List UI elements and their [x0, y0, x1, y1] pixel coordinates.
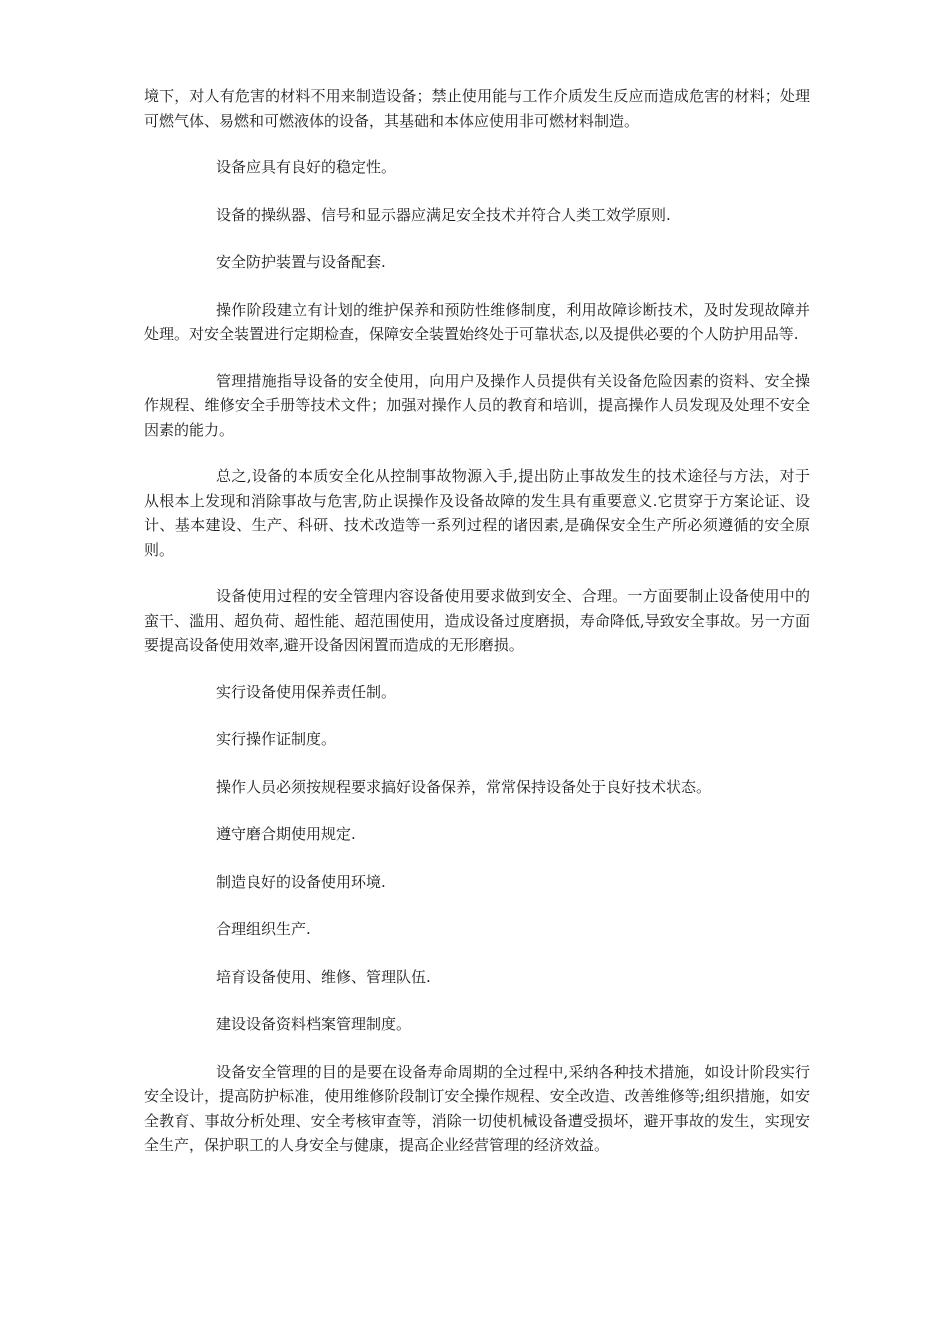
paragraph-maintenance-rules: 操作人员必须按规程要求搞好设备保养，常常保持设备处于良好技术状态。 [216, 777, 712, 796]
document-body [144, 84, 810, 1180]
paragraph-responsibility-system: 实行设备使用保养责任制。 [216, 682, 397, 701]
paragraph-team-training: 培育设备使用、维修、管理队伍. [216, 967, 431, 986]
paragraph-safety-purpose: 设备安全管理的目的是要在设备寿命周期的全过程中,采纳各种技术措施，如设计阶段实行安全设计，提高防护标准，使用维修阶段制订安全操作规程、安全改造、改善维修等;组织措施，如安全教育、事故分析处理、安全考核审查等，消除一切使机械设备遭受损坏，避开事故的发生，实现安全生产，保护职工的人身安全与健康，提高企业经营管理的经济效益。 [144, 1062, 810, 1154]
paragraph-archive-system: 建设设备资料档案管理制度。 [216, 1015, 412, 1033]
paragraph-organize-production: 合理组织生产. [216, 920, 311, 938]
paragraph-usage-management: 设备使用过程的安全管理内容设备使用要求做到安全、合理。一方面要制止设备使用中的蛮干、滥用、超负荷、超性能、超范围使用，造成设备过度磨损，寿命降低,导致安全事故。另一方面要提高设备使用效率,避开设备因闲置而造成的无形磨损。 [144, 587, 810, 654]
paragraph-protective-devices: 安全防护装置与设备配套. [216, 253, 386, 271]
paragraph-summary: 总之,设备的本质安全化从控制事故物源入手,提出防止事故发生的技术途径与方法，对于从根本上发现和消除事故与危害,防止误操作及设备故障的发生具有重要意义.它贯穿于方案论证、设计、基本建设、生产、科研、技术改造等一系列过程的诸因素,是确保安全生产所必须遵循的安全原则。 [144, 467, 810, 559]
paragraph-environment: 制造良好的设备使用环境. [216, 872, 386, 891]
paragraph-operation-stage: 操作阶段建立有计划的维护保养和预防性维修制度，利用故障诊断技术，及时发现故障并处理。对安全装置进行定期检查，保障安全装置始终处于可靠状态,以及提供必要的个人防护用品等. [144, 300, 810, 343]
paragraph-controls-ergonomics: 设备的操纵器、信号和显示器应满足安全技术并符合人类工效学原则. [216, 205, 671, 224]
paragraph-continuation: 境下，对人有危害的材料不用来制造设备；禁止使用能与工作介质发生反应而造成危害的材料；处理可燃气体、易燃和可燃液体的设备，其基础和本体应使用非可燃材料制造。 [144, 87, 810, 130]
paragraph-operator-certificate: 实行操作证制度。 [216, 730, 337, 748]
paragraph-stability: 设备应具有良好的稳定性。 [216, 158, 397, 176]
paragraph-break-in-rules: 遵守磨合期使用规定. [216, 825, 356, 843]
paragraph-management-measures: 管理措施指导设备的安全使用，向用户及操作人员提供有关设备危险因素的资料、安全操作规程、维修安全手册等技术文件；加强对操作人员的教育和培训，提高操作人员发现及处理不安全因素的能力。 [144, 371, 810, 439]
